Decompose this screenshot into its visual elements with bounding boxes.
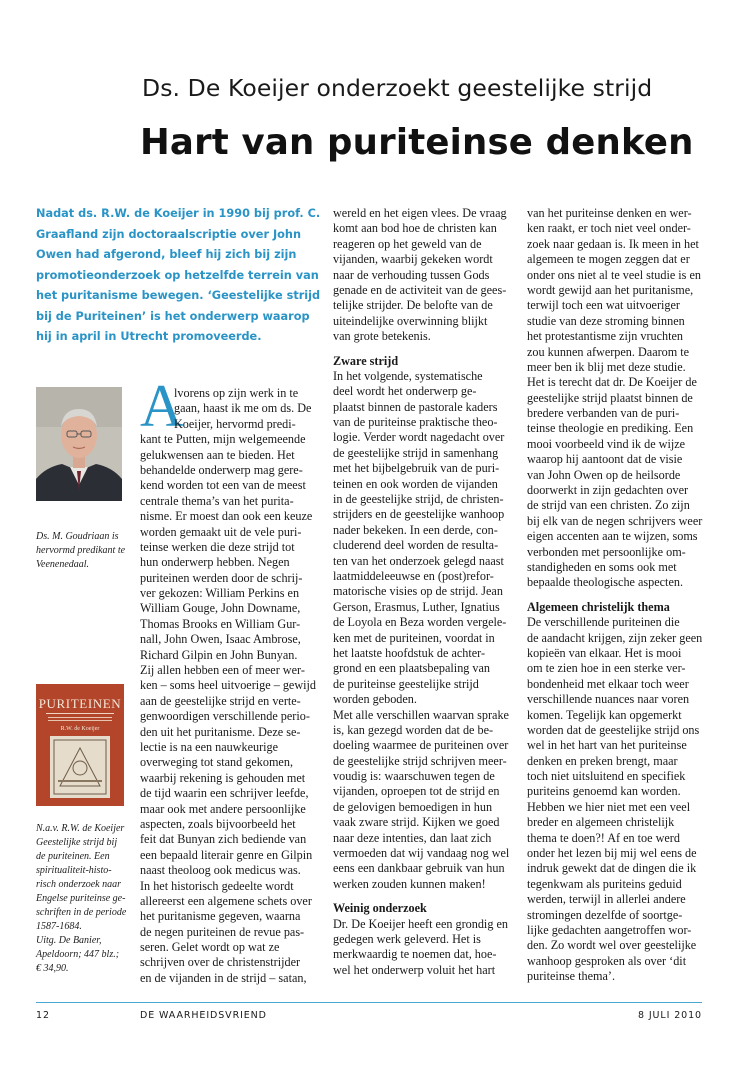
text-line: de strijd van een christen. Zo zijn — [527, 498, 690, 513]
lead-line: hij in april in Utrecht promoveerde. — [36, 330, 262, 343]
kicker: Ds. De Koeijer onderzoekt geestelijke strijd — [142, 74, 653, 102]
caption-line: hervormd predikant te — [36, 545, 126, 556]
text-line: algemeen te mogen zeggen dat er — [527, 252, 690, 267]
text-line: worden dat de geestelijke strijd ons — [527, 722, 700, 737]
text-line: Dr. De Koeijer heeft een grondig en — [333, 916, 508, 931]
text-line: vermoeden dat wij vandaag nog wel — [333, 846, 510, 861]
text-line: behandelde onderwerp mag gere- — [140, 462, 303, 477]
text-line: feit dat Bunyan zich bediende van — [140, 832, 307, 847]
text-line: waarop hij aantoont dat de visie — [527, 452, 683, 467]
text-line: standigheden en soms ook met — [527, 559, 677, 574]
text-line: Koeijer, hervormd predi- — [174, 416, 296, 431]
text-line: logie. Verder wordt nagedacht over — [333, 430, 505, 445]
caption-line: schriften in de periode — [36, 907, 127, 918]
book-caption — [36, 822, 136, 976]
text-line: gelukwensen aan te bieden. Het — [140, 447, 295, 462]
text-line: maar ook met andere persoonlijke — [140, 801, 306, 816]
caption-line: Veenenedaal. — [36, 559, 90, 570]
issue-date: 8 JULI 2010 — [637, 1010, 702, 1021]
text-line: teinse theologie en prediking. Een — [527, 421, 694, 436]
text-line: waarbij rekening is gehouden met — [140, 770, 306, 785]
text-line: verbonden met persoonlijke om- — [527, 544, 686, 559]
text-line: grond en een plaatsbepaling van — [333, 661, 491, 676]
text-line: werden, terwijl in allerlei andere — [527, 892, 686, 907]
text-line: den uit het puritanisme. Deze se- — [140, 724, 301, 739]
text-line: terwijl toch een wat uitvoeriger — [527, 298, 680, 313]
text-line: overweging tot stand gekomen, — [140, 755, 293, 770]
text-line: de geestelijke strijd in samenhang — [333, 445, 499, 460]
text-line: seren. Gelet wordt op wat ze — [140, 940, 280, 955]
text-line: de Loyola en Beza worden vergele- — [333, 615, 507, 630]
text-line: wel het onderwerp voluit het hart — [333, 962, 496, 977]
text-line: komt aan bod hoe de christen kan — [333, 221, 497, 236]
text-line: bij elk van de negen schrijvers weer — [527, 513, 703, 528]
author-caption — [36, 530, 136, 572]
book-cover — [36, 684, 124, 806]
text-line: In het historisch gedeelte wordt — [140, 878, 294, 893]
text-line: van John Owen op de heilsorde — [527, 467, 681, 482]
text-line: uiteindelijke overwinning blijkt — [333, 313, 488, 328]
text-line: naar deze intenties, dan laat zich — [333, 830, 492, 845]
text-line: de geestelijke strijd schrijven meer- — [333, 753, 507, 768]
text-line: indruk gewekt dat de dingen die ik — [527, 861, 697, 876]
text-line: den. Zo wordt wel over geestelijke — [527, 938, 697, 953]
column-3 — [527, 206, 707, 985]
text-line: denken en preken brengt, maar — [527, 753, 678, 768]
text-line: worden geboden. — [333, 692, 417, 707]
text-line: lijke gedachten aangetroffen wor- — [527, 922, 692, 937]
text-line: ken – soms heel uitvoerige – gewijd — [140, 678, 317, 693]
text-line: komen. Tegelijk kan opgemerkt — [527, 707, 682, 722]
lead-line: Nadat ds. R.W. de Koeijer in 1990 bij prof. C. — [36, 207, 321, 220]
footer-rule — [36, 1002, 702, 1003]
text-line: plaatst binnen de pastorale kaders — [333, 399, 498, 414]
text-line: Het is terecht dat dr. De Koeijer de — [527, 375, 697, 390]
text-line: een bepaald literair genre en Gilpin — [140, 847, 313, 862]
text-line: voudig is: waarschuwen tegen de — [333, 769, 495, 784]
text-line: naar de verhouding tussen Gods — [333, 267, 490, 282]
caption-line: Geestelijke strijd bij — [36, 837, 118, 848]
paragraph-gap — [333, 345, 509, 354]
text-line: van grote betekenis. — [333, 329, 431, 344]
text-line: ver gekozen: William Perkins en — [140, 586, 300, 601]
text-line: meer ben ik blij met deze studie. — [527, 359, 686, 374]
caption-line: 1587-1684. — [36, 921, 82, 932]
text-line: hun onderwerp hebben. Negen — [140, 555, 290, 570]
caption-line: Ds. M. Goudriaan is — [36, 531, 119, 542]
text-line: werken zouden kunnen maken! — [333, 876, 486, 891]
text-line: ten van het onderzoek gelegd naast — [333, 553, 504, 568]
lead-line: Graafland zijn doctoraalscriptie over John — [36, 227, 301, 241]
text-line: met het bijbelgebruik van de puri- — [333, 461, 500, 476]
drop-cap: A — [140, 373, 184, 439]
text-line: eens een dankbaar gebruik van hun — [333, 861, 505, 876]
text-line: geestelijke strijd plaatst binnen de — [527, 390, 693, 405]
column-2 — [333, 206, 509, 978]
text-line: vijanden, waarbij gekeken wordt — [333, 252, 493, 267]
subheading: Weinig onderzoek — [333, 901, 427, 916]
text-line: nader bekeken. In een derde, con- — [333, 522, 498, 537]
text-line: ken raakt, er toch niet veel onder- — [527, 221, 691, 236]
text-line: en de vijanden in de strijd – satan, — [140, 970, 307, 985]
text-line: breder en algemeen christelijk — [527, 815, 675, 830]
text-line: centrale thema’s van het purita- — [140, 493, 294, 508]
column-1 — [140, 386, 315, 986]
text-line: kend worden tot een van de meest — [140, 478, 306, 493]
text-line: van de puriteinse praktische theo- — [333, 415, 498, 430]
text-line: puriteinen werden door de schrij- — [140, 570, 303, 585]
text-line: Thomas Brooks en William Gur- — [140, 616, 301, 631]
text-line: doeling waarmee de puriteinen over — [333, 738, 509, 753]
book-cover-title: PURITEINEN — [38, 696, 122, 711]
text-line: de aandacht krijgen, zijn zeker geen — [527, 630, 703, 645]
text-line: lvorens op zijn werk in te — [174, 386, 299, 400]
text-line: puriteins genoemd kan worden. — [527, 784, 681, 799]
caption-line: risch onderzoek naar — [36, 879, 121, 890]
text-line: nisme. Er moest dan ook een keuze — [140, 509, 313, 524]
text-line: stromingen dezelfde of soortge- — [527, 907, 683, 922]
text-line: kant te Putten, mijn welgemeende — [140, 432, 306, 447]
text-line: strijders en de geestelijke wanhoop — [333, 507, 505, 522]
caption-line: Apeldoorn; 447 blz.; — [36, 949, 120, 960]
paragraph-gap — [333, 892, 509, 901]
text-line: Gerson, Erasmus, Luther, Ignatius — [333, 599, 500, 614]
text-line: eigen accenten aan te wijzen, soms — [527, 529, 698, 544]
text-line: laatmiddeleeuwse en (post)refor- — [333, 568, 494, 583]
text-line: studie van deze stroming binnen — [527, 313, 685, 328]
text-line: het puritanisme gegeven, waarna — [140, 909, 301, 924]
text-line: nall, John Owen, Isaac Ambrose, — [140, 632, 301, 647]
text-line: wereld en het eigen vlees. De vraag — [333, 206, 507, 220]
text-line: bondenheid met elkaar toch weer — [527, 676, 689, 691]
text-line: in de geestelijke strijd, de christen- — [333, 492, 504, 507]
text-line: wanhoop gesproken als over ‘dit — [527, 953, 687, 968]
text-line: toch niet uitsluitend en specifiek — [527, 769, 686, 784]
text-line: wordt gewijd aan het puritanisme, — [527, 282, 694, 297]
text-line: In het volgende, systematische — [333, 368, 483, 383]
text-line: teinen en ook worden de vijanden — [333, 476, 498, 491]
text-line: kopieën van elkaar. Het is mooi — [527, 645, 682, 660]
text-line: schrijven over de christenstrijder — [140, 955, 301, 970]
text-line: aan de geestelijke strijd en verte- — [140, 693, 301, 708]
lead-paragraph — [36, 204, 320, 348]
text-line: is, kan gezegd worden dat de be- — [333, 722, 494, 737]
text-line: puriteinse thema’. — [527, 969, 615, 984]
text-line: bepaalde theologische aspecten. — [527, 575, 683, 590]
text-line: teinse werken die deze strijd tot — [140, 539, 295, 554]
caption-line: de puriteinen. Een — [36, 851, 110, 862]
text-line: het protestantisme zijn vruchten — [527, 329, 684, 344]
text-line: worden gemaakt uit de vele puri- — [140, 524, 302, 539]
text-line: reageren op het geweld van de — [333, 236, 482, 251]
caption-line: spiritualiteit-histo- — [36, 865, 112, 876]
text-line: de tijd waarin een schrijver leefde, — [140, 786, 309, 801]
text-line: tegenkwam als puriteins geduid — [527, 876, 682, 891]
lead-line: het puritanisme bewegen. ‘Geestelijke strijd — [36, 289, 321, 302]
text-line: gaan, haast ik me om ds. De — [174, 401, 312, 416]
text-line: doorwerkt in zijn gedachten over — [527, 483, 689, 498]
text-line: de puriteinse geestelijke strijd — [333, 676, 479, 691]
text-line: Met alle verschillen waarvan sprake — [333, 707, 509, 722]
text-line: ken met de puriteinen, voordat in — [333, 630, 495, 645]
publication-name: DE WAARHEIDSVRIEND — [140, 1010, 267, 1021]
text-line: vaak zware strijd. Kijken we goed — [333, 815, 500, 830]
text-line: lectie is na een nauwkeurige — [140, 739, 279, 754]
caption-line: Uitg. De Banier, — [36, 935, 102, 946]
author-photo — [36, 387, 122, 501]
text-line: Richard Gilpin en John Bunyan. — [140, 647, 298, 662]
text-line: deel wordt het onderwerp ge- — [333, 384, 477, 399]
text-line: naast theoloog ook medicus was. — [140, 863, 301, 878]
caption-line: Engelse puriteinse ge- — [36, 893, 126, 904]
text-line: thema te doen?! Af en toe werd — [527, 830, 680, 845]
text-line: om te zien hoe in een sterke ver- — [527, 661, 686, 676]
text-line: zou kunnen afwerpen. Daarom te — [527, 344, 690, 359]
text-line: Hebben we hier niet met een veel — [527, 799, 691, 814]
text-line: genade en de activiteit van de gees- — [333, 282, 507, 297]
text-line: genwoordigen verschillende perio- — [140, 709, 310, 724]
text-line: telijke strijder. De belofte van de — [333, 298, 493, 313]
text-line: mooi voorbeeld vind ik de wijze — [527, 436, 686, 451]
text-line: allereerst een algemene schets over — [140, 893, 312, 908]
text-line: matorische visies op de strijd. Jean — [333, 584, 503, 599]
text-line: merkwaardig te noemen dat, hoe- — [333, 947, 497, 962]
text-line: Zij allen hebben een of meer wer- — [140, 663, 305, 678]
text-line: het laatste hoofdstuk de achter- — [333, 645, 486, 660]
subheading: Algemeen christelijk thema — [527, 599, 670, 614]
lead-line: promotieonderzoek op hetzelfde terrein van — [36, 268, 319, 282]
text-line: aspecten, zoals bijvoorbeeld het — [140, 816, 296, 831]
text-line: bredere verbanden van de puri- — [527, 406, 680, 421]
text-line: onder het lezen bij mij wel eens de — [527, 846, 697, 861]
text-line: wel in het hart van het puriteinse — [527, 738, 687, 753]
text-line: verschillende nuances naar voren — [527, 692, 690, 707]
lead-line: bij de Puriteinen’ is het onderwerp waarop — [36, 309, 310, 323]
text-line: William Gouge, John Downame, — [140, 601, 301, 616]
lead-line: Owen had afgerond, bleef hij zich bij zijn — [36, 248, 297, 261]
text-line: de negen puriteinen de revue pas- — [140, 924, 305, 939]
headline: Hart van puriteinse denken — [140, 122, 694, 163]
text-line: onder ons niet al te veel studie is en — [527, 267, 701, 282]
text-line: van het puriteinse denken en wer- — [527, 206, 692, 220]
text-line: zoek naar gedaan is. Ik meen in het — [527, 236, 699, 251]
caption-line: € 34,90. — [36, 963, 69, 974]
subheading: Zware strijd — [333, 353, 399, 368]
text-line: De verschillende puriteinen die — [527, 615, 680, 630]
book-cover-author: R.W. de Koeijer — [60, 726, 100, 732]
text-line: cluderend deel worden de resulta- — [333, 538, 499, 553]
caption-line: N.a.v. R.W. de Koeijer — [36, 823, 125, 834]
text-line: gedegen werk geleverd. Het is — [333, 931, 481, 946]
text-line: vijanden, oproepen tot de strijd en — [333, 784, 500, 799]
page-number: 12 — [36, 1010, 50, 1021]
text-line: de gelovigen bemoedigen in hun — [333, 799, 493, 814]
paragraph-gap — [527, 591, 707, 600]
